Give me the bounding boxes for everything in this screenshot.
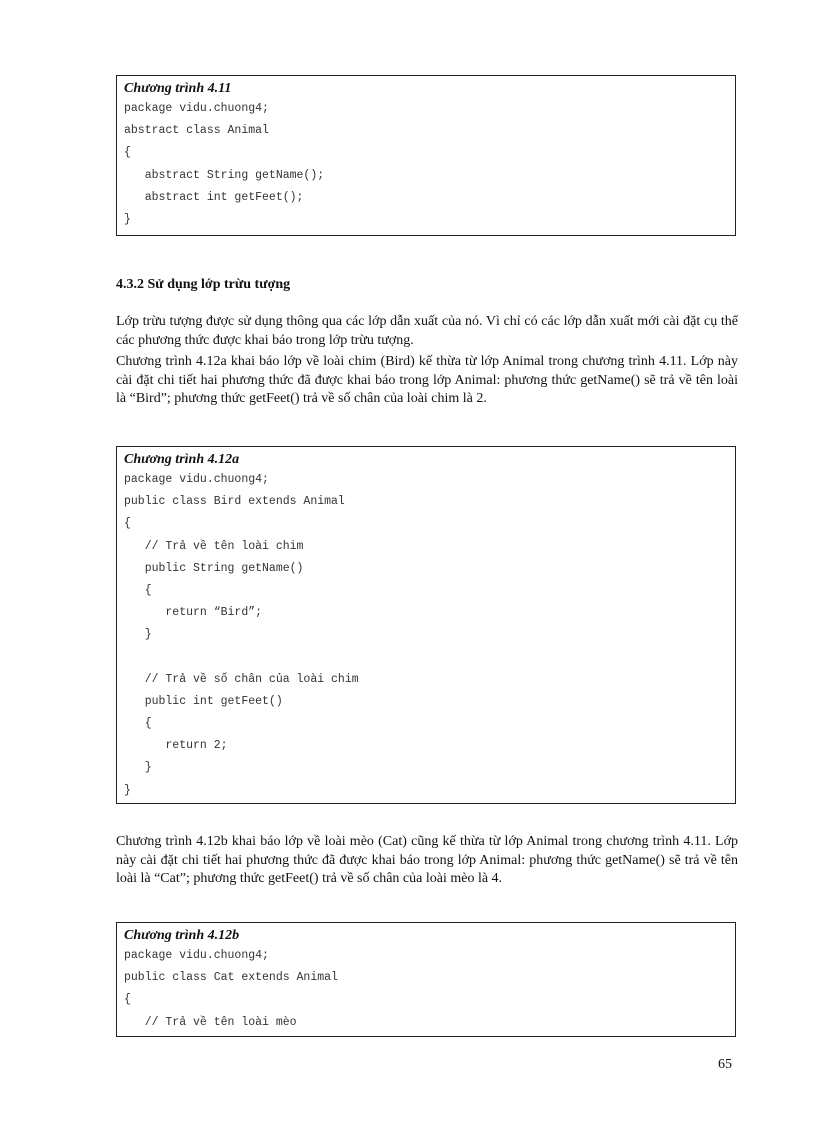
code-box-title: Chương trình 4.11 — [124, 81, 232, 96]
paragraph-cat-intro: Chương trình 4.12b khai báo lớp về loài mèo (Cat) cũng kế thừa từ lớp Animal trong chương trình 4.11. Lớp này cài đặt chi tiết hai phương thức đã được khai báo trong lớp Animal: phương thức getName() sẽ trả về tên loài là “Cat”; phương thức getFeet() trả về số chân của loài mèo là 4. — [116, 834, 738, 886]
paragraph-intro: Lớp trừu tượng được sử dụng thông qua các lớp dẫn xuất của nó. Vì chỉ có các lớp dẫn xuất mới cài đặt cụ thể các phương thức được khai báo trong lớp trừu tượng. — [116, 314, 738, 348]
paragraph-bird-intro: Chương trình 4.12a khai báo lớp về loài chim (Bird) kế thừa từ lớp Animal trong chương trình 4.11. Lớp này cài đặt chi tiết hai phương thức đã được khai báo trong lớp Animal: phương thức getName() sẽ trả về tên loài là “Bird”; phương thức getFeet() trả về số chân của loài chim là 2. — [116, 354, 738, 406]
code-line: public String getName() — [124, 561, 304, 575]
code-line: abstract String getName(); — [124, 168, 325, 182]
code-line: abstract int getFeet(); — [124, 190, 304, 204]
code-line: return 2; — [124, 739, 228, 753]
section-heading: 4.3.2 Sử dụng lớp trừu tượng — [116, 277, 291, 292]
code-line: // Trả về tên loài chim — [124, 539, 304, 553]
code-line: { — [124, 583, 152, 597]
code-line: public int getFeet() — [124, 694, 283, 708]
code-line: { — [124, 517, 131, 531]
code-line: } — [124, 761, 152, 775]
code-box-4-12a — [116, 446, 736, 804]
code-line: // Trả về tên loài mèo — [124, 1015, 297, 1029]
code-line: package vidu.chuong4; — [124, 102, 269, 115]
code-line: // Trả về số chân của loài chim — [124, 672, 359, 686]
code-box-4-11 — [116, 75, 736, 236]
code-box-title: Chương trình 4.12b — [124, 928, 240, 943]
code-line: { — [124, 146, 131, 160]
code-line: abstract class Animal — [124, 124, 269, 138]
page-number: 65 — [718, 1057, 732, 1072]
code-box-4-12b — [116, 922, 736, 1037]
code-line: return “Bird”; — [124, 606, 263, 620]
code-line: { — [124, 993, 131, 1007]
code-line: } — [124, 783, 131, 797]
code-line: public class Cat extends Animal — [124, 971, 338, 985]
code-line: } — [124, 628, 152, 642]
code-line: package vidu.chuong4; — [124, 949, 269, 962]
code-line: { — [124, 717, 152, 731]
code-box-title: Chương trình 4.12a — [124, 452, 240, 467]
code-line: } — [124, 212, 131, 226]
code-line — [124, 647, 735, 669]
code-line: public class Bird extends Animal — [124, 495, 345, 509]
code-line: package vidu.chuong4; — [124, 473, 269, 486]
